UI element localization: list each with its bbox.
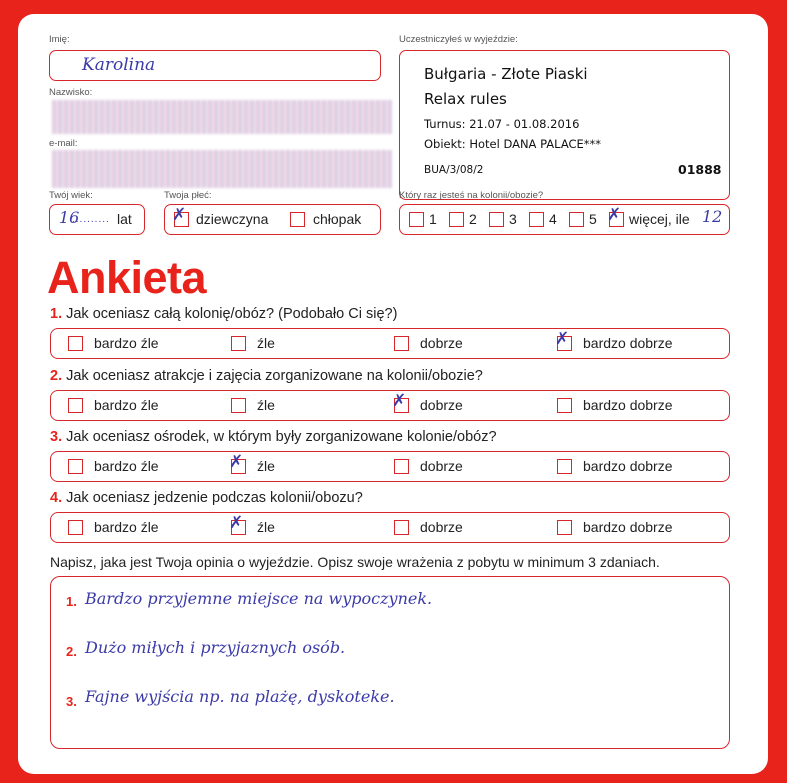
times-more-value: 12 [702, 207, 723, 226]
question-1-text [50, 306, 397, 322]
question-label: Jak oceniasz całą kolonię/obóz? (Podobało Ci się?) [62, 306, 398, 322]
answer-text-2: Dużo miłych i przyjaznych osób. [85, 638, 346, 657]
question-1-option-label: dobrze [420, 335, 463, 351]
question-label: Jak oceniasz jedzenie podczas kolonii/obozu? [62, 490, 363, 506]
question-number: 3. [50, 429, 63, 445]
question-3-checkbox-3[interactable] [394, 459, 409, 474]
check-mark-icon: ✗ [172, 205, 187, 225]
label-email: e-mail: [49, 138, 78, 149]
wiek-field[interactable] [49, 204, 145, 235]
question-2-checkbox-2[interactable] [231, 398, 246, 413]
question-number: 2. [50, 368, 63, 384]
times-label-wiecej: więcej, ile [629, 211, 690, 227]
question-3-checkbox-1[interactable] [68, 459, 83, 474]
survey-title: Ankieta [47, 252, 207, 303]
times-checkbox-2[interactable] [449, 212, 464, 227]
label-imie: Imię: [49, 34, 70, 45]
times-label-5: 5 [589, 211, 597, 227]
question-2-checkbox-1[interactable] [68, 398, 83, 413]
question-2-option-label: źle [257, 397, 275, 413]
question-3-options [50, 451, 730, 482]
plec-checkbox-chlopak[interactable] [290, 212, 305, 227]
answer-text-3: Fajne wyjścia np. na plażę, dyskoteke. [85, 687, 395, 706]
opinion-box[interactable] [50, 576, 730, 749]
check-mark-icon: ✗ [229, 452, 244, 472]
question-2-option-label: bardzo źle [94, 397, 159, 413]
trip-code: BUA/3/08/2 [424, 164, 484, 176]
question-3-checkbox-4[interactable] [557, 459, 572, 474]
question-3-checkbox-2[interactable] [229, 452, 246, 474]
question-2-option-label: dobrze [420, 397, 463, 413]
answer-text-1: Bardzo przyjemne miejsce na wypoczynek. [85, 589, 433, 608]
question-3-option-label: źle [257, 458, 275, 474]
opinion-prompt: Napisz, jaka jest Twoja opinia o wyjeździe. Opisz swoje wrażenia z pobytu w minimum 3 zdaniach. [50, 554, 660, 570]
answer-number-1: 1. [66, 594, 77, 609]
plec-field [164, 204, 381, 235]
label-plec: Twoja płeć: [164, 190, 212, 201]
question-4-option-label: bardzo dobrze [583, 519, 673, 535]
times-label-2: 2 [469, 211, 477, 227]
check-mark-icon: ✗ [555, 329, 570, 349]
question-4-checkbox-1[interactable] [68, 520, 83, 535]
question-4-checkbox-2[interactable] [229, 513, 246, 535]
question-1-checkbox-3[interactable] [394, 336, 409, 351]
times-label-3: 3 [509, 211, 517, 227]
question-2-options [50, 390, 730, 421]
times-checkbox-3[interactable] [489, 212, 504, 227]
question-label: Jak oceniasz atrakcje i zajęcia zorganizowane na kolonii/obozie? [62, 368, 483, 384]
question-4-text [50, 490, 363, 506]
question-4-option-label: źle [257, 519, 275, 535]
label-nazwisko: Nazwisko: [49, 87, 93, 98]
question-2-option-label: bardzo dobrze [583, 397, 673, 413]
answer-number-3: 3. [66, 694, 77, 709]
trip-program: Relax rules [424, 90, 507, 108]
question-1-checkbox-1[interactable] [68, 336, 83, 351]
nazwisko-redacted [52, 100, 392, 134]
label-ktory-raz: Który raz jesteś na kolonii/obozie? [399, 190, 544, 201]
question-3-option-label: bardzo dobrze [583, 458, 673, 474]
wiek-unit: lat [117, 211, 132, 227]
plec-label-dziewczyna: dziewczyna [196, 211, 269, 227]
trip-turnus: Turnus: 21.07 - 01.08.2016 [424, 117, 580, 131]
question-2-checkbox-4[interactable] [557, 398, 572, 413]
check-mark-icon: ✗ [392, 391, 407, 411]
question-4-options [50, 512, 730, 543]
question-4-option-label: dobrze [420, 519, 463, 535]
times-checkbox-1[interactable] [409, 212, 424, 227]
times-checkbox-4[interactable] [529, 212, 544, 227]
question-number: 4. [50, 490, 63, 506]
question-2-text [50, 368, 483, 384]
check-mark-icon: ✗ [607, 205, 622, 225]
trip-number: 01888 [678, 162, 722, 177]
question-1-option-label: źle [257, 335, 275, 351]
question-4-option-label: bardzo źle [94, 519, 159, 535]
question-3-option-label: bardzo źle [94, 458, 159, 474]
times-label-4: 4 [549, 211, 557, 227]
answer-number-2: 2. [66, 644, 77, 659]
plec-label-chlopak: chłopak [313, 211, 362, 227]
question-4-checkbox-4[interactable] [557, 520, 572, 535]
question-2-checkbox-3[interactable] [392, 391, 409, 413]
question-1-option-label: bardzo źle [94, 335, 159, 351]
imie-field[interactable] [49, 50, 381, 81]
question-4-checkbox-3[interactable] [394, 520, 409, 535]
email-redacted [52, 150, 392, 188]
question-1-checkbox-4[interactable] [555, 329, 572, 351]
times-label-1: 1 [429, 211, 437, 227]
check-mark-icon: ✗ [229, 513, 244, 533]
question-1-options [50, 328, 730, 359]
question-label: Jak oceniasz ośrodek, w którym były zorganizowane kolonie/obóz? [62, 429, 497, 445]
plec-checkbox-dziewczyna[interactable] [172, 205, 189, 227]
survey-sheet [18, 14, 768, 774]
imie-value: Karolina [82, 55, 156, 75]
ktory-raz-field [399, 204, 730, 235]
question-1-option-label: bardzo dobrze [583, 335, 673, 351]
wiek-dots: .......... [72, 214, 110, 225]
trip-box [399, 50, 730, 200]
question-number: 1. [50, 306, 63, 322]
label-uczestniczyles: Uczestniczyłeś w wyjeździe: [399, 34, 518, 45]
trip-obiekt: Obiekt: Hotel DANA PALACE*** [424, 137, 602, 151]
trip-destination: Bułgaria - Złote Piaski [424, 65, 588, 83]
wiek-value: 16 [59, 208, 80, 227]
question-1-checkbox-2[interactable] [231, 336, 246, 351]
question-3-text [50, 429, 497, 445]
times-checkbox-5[interactable] [569, 212, 584, 227]
label-wiek: Twój wiek: [49, 190, 93, 201]
times-checkbox-wiecej[interactable] [607, 205, 624, 227]
question-3-option-label: dobrze [420, 458, 463, 474]
